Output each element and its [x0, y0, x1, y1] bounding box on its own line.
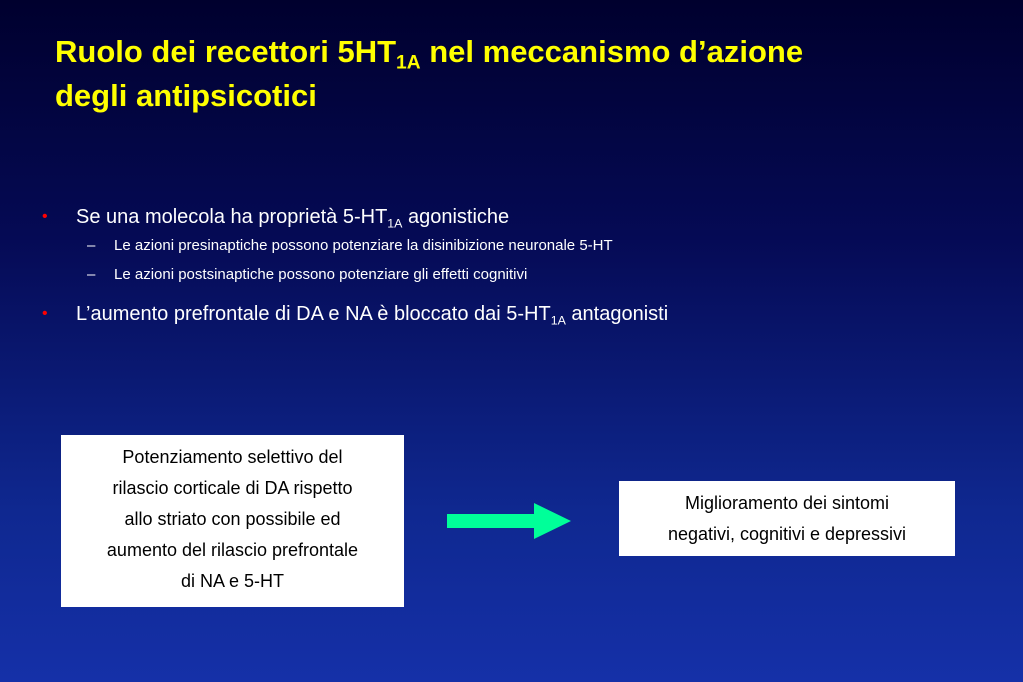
effect-box — [619, 481, 955, 556]
bullet-item-agonist — [42, 203, 982, 231]
sub-bullet-item-presynaptic — [42, 231, 982, 260]
box-line: di NA e 5-HT — [180, 571, 285, 591]
bullet-item-antagonist — [42, 300, 982, 328]
sub-bullet-item-postsynaptic — [42, 260, 982, 289]
title-text: nel meccanismo d’azione — [420, 34, 804, 69]
slide-title — [55, 30, 995, 118]
box-line: Potenziamento selettivo del — [122, 447, 343, 467]
bullet-text: agonistiche — [402, 206, 510, 228]
box-line: allo striato con possibile ed — [124, 509, 341, 529]
arrow-shape — [447, 503, 571, 539]
box-line: aumento del rilascio prefrontale — [106, 540, 359, 560]
box-line: negativi, cognitivi e depressivi — [667, 524, 907, 544]
box-line: Miglioramento dei sintomi — [684, 493, 890, 513]
bullet-subscript: 1A — [387, 216, 403, 231]
spacer — [42, 289, 982, 300]
bullet-text: Se una molecola ha proprietà 5-HT — [76, 206, 388, 228]
arrow-right-icon — [447, 503, 571, 539]
sub-bullet-text: Le azioni presinaptiche possono potenziare la disinibizione neuronale 5-HT — [114, 237, 613, 254]
bullet-subscript: 1A — [550, 313, 566, 328]
box-line: rilascio corticale di DA rispetto — [112, 478, 353, 498]
bullet-icon: • — [42, 208, 48, 225]
dash-icon: – — [87, 237, 96, 254]
title-line-1 — [55, 30, 995, 74]
dash-icon: – — [87, 266, 96, 283]
title-text: Ruolo dei recettori 5HT — [55, 34, 397, 69]
bullet-list — [42, 203, 982, 328]
bullet-icon: • — [42, 305, 48, 322]
bullet-text: L’aumento prefrontale di DA e NA è bloccato dai 5-HT — [76, 303, 551, 325]
sub-bullet-text: Le azioni postsinaptiche possono potenziare gli effetti cognitivi — [114, 266, 528, 283]
title-line-2: degli antipsicotici — [55, 78, 317, 113]
cause-box — [61, 435, 404, 607]
bullet-text: antagonisti — [565, 303, 669, 325]
title-subscript: 1A — [396, 52, 421, 74]
